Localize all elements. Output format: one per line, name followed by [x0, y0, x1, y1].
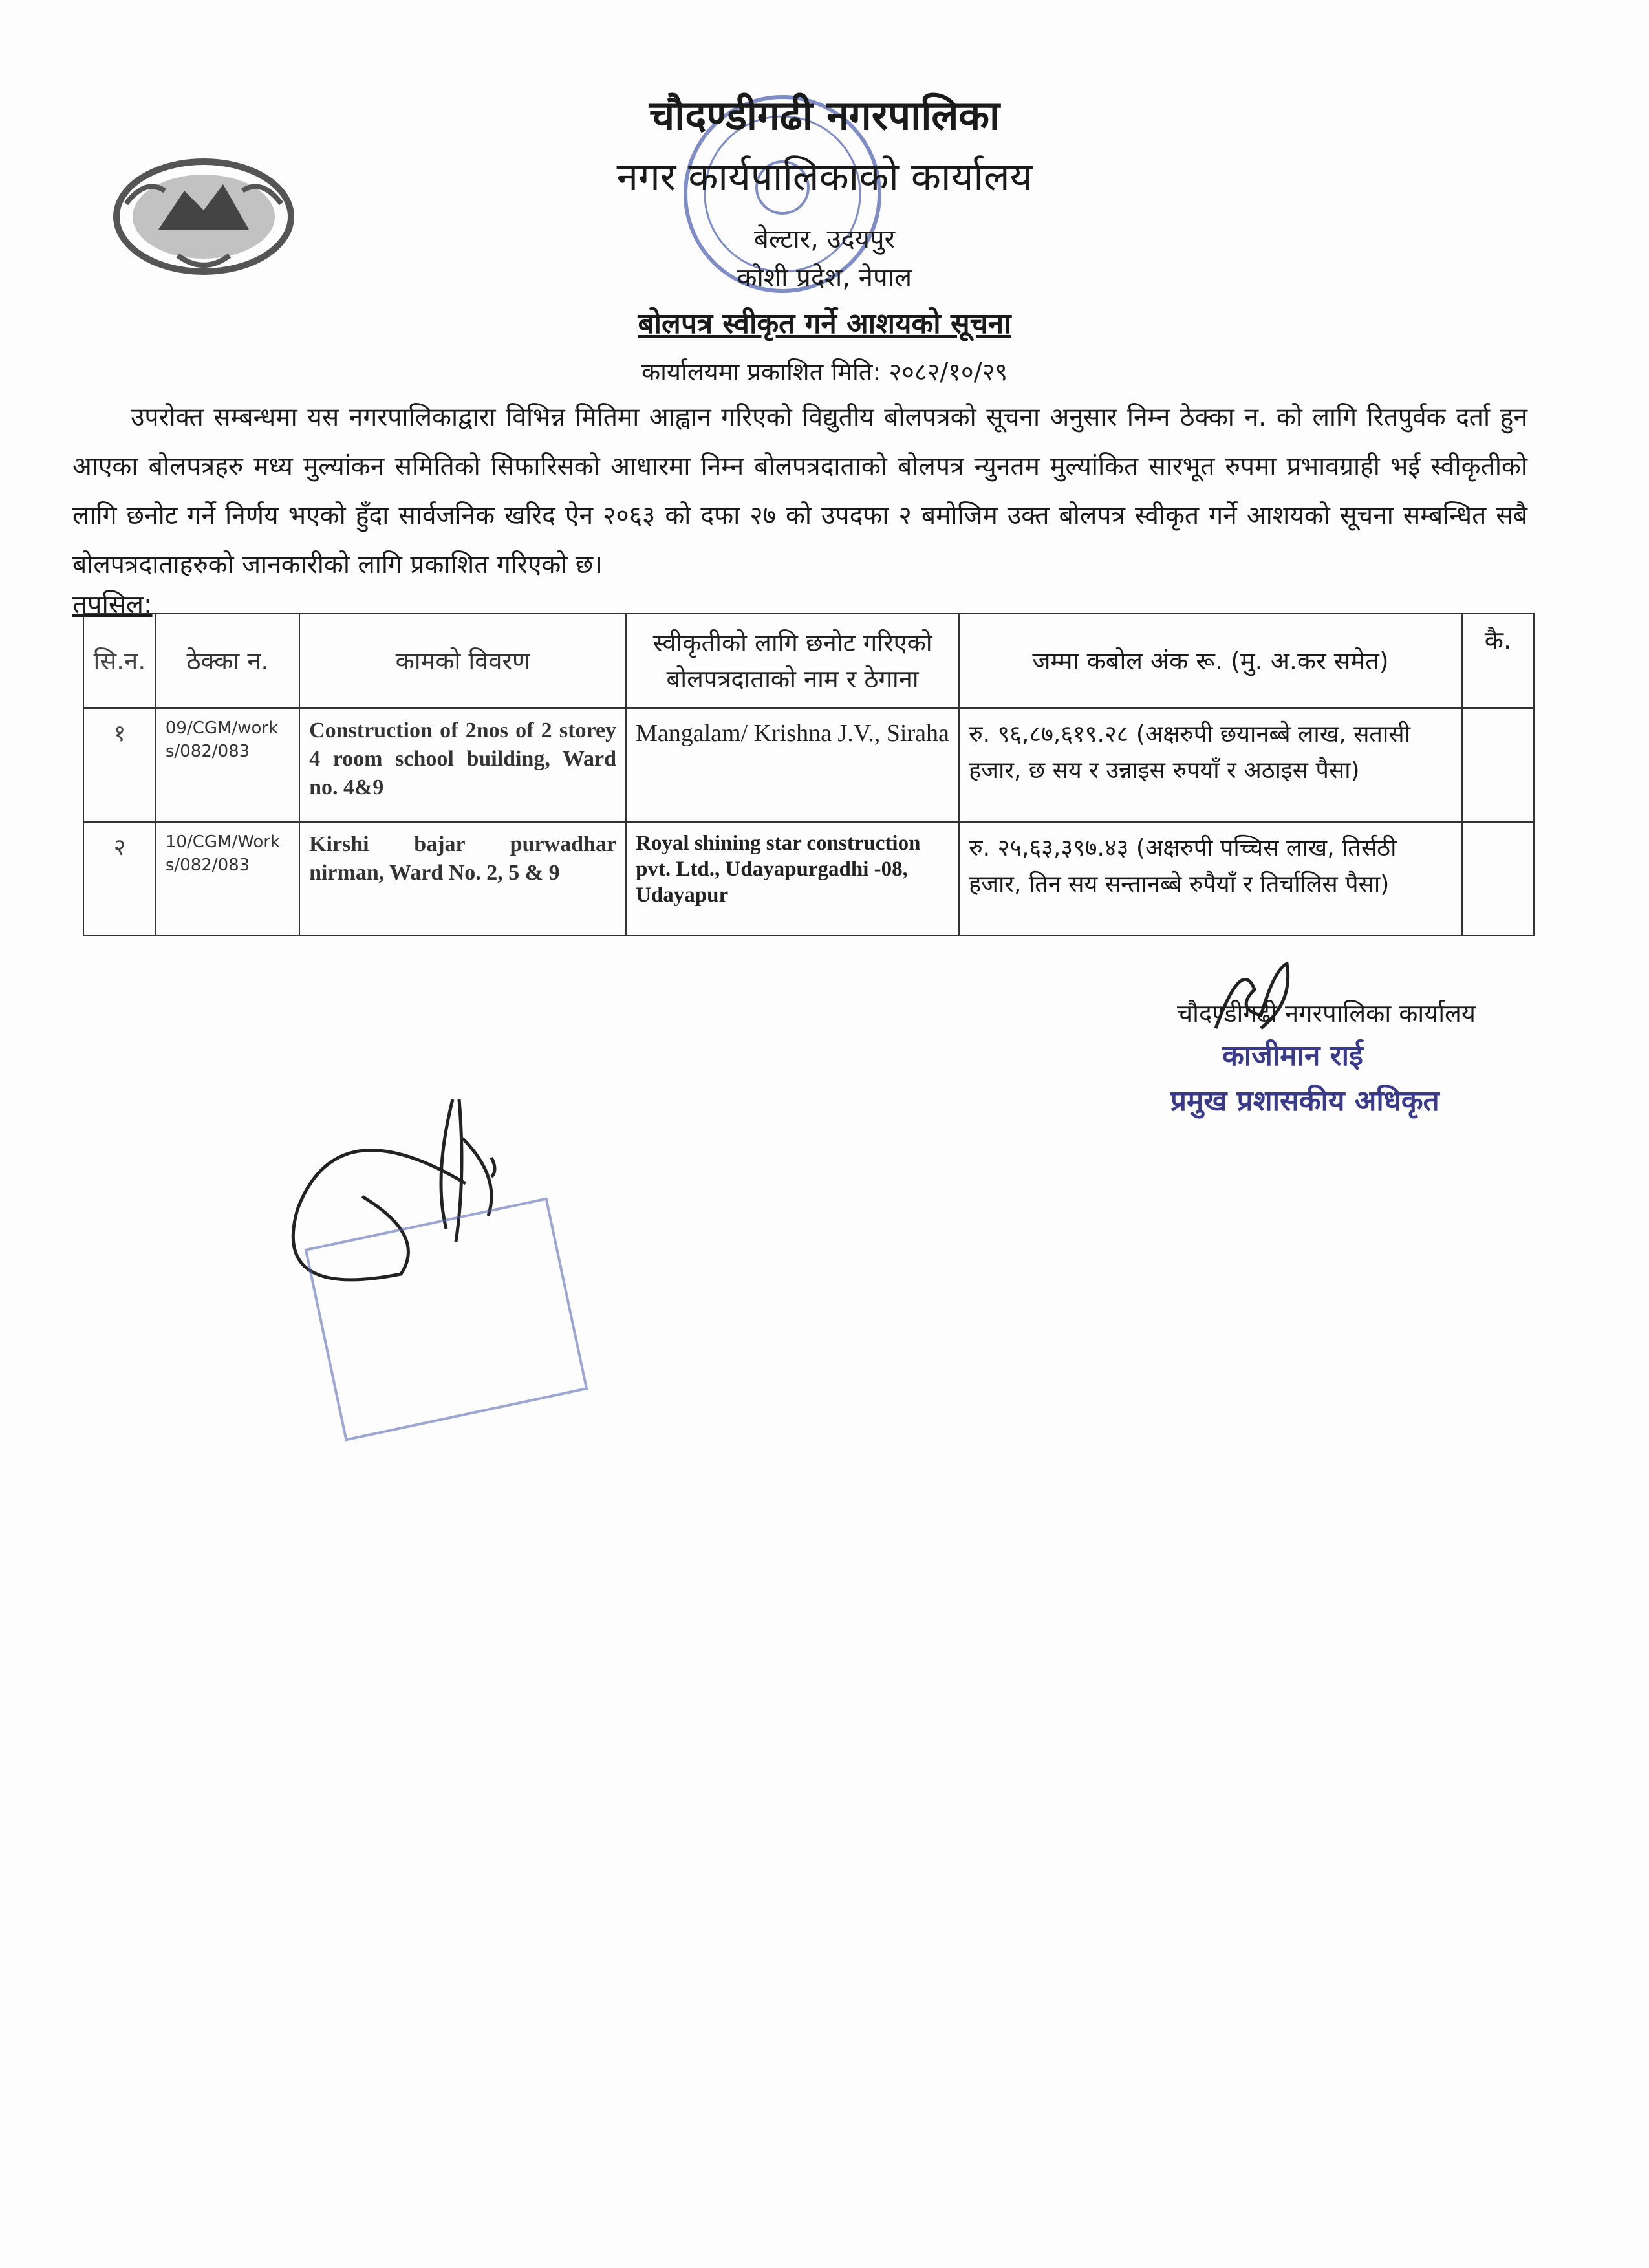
table-row: [83, 822, 1534, 936]
row-amount: रु. २५,६३,३९७.४३ (अक्षरुपी पच्चिस लाख, तिर्सठी हजार, तिन सय सन्तानब्बे रुपैयाँ र तिर्चालिस पैसा): [959, 822, 1462, 936]
municipality-title: चौदण्डीगढी नगरपालिका: [649, 92, 1000, 139]
header-sn: सि.न.: [83, 614, 156, 708]
row-bidder: Mangalam/ Krishna J.V., Siraha: [626, 708, 959, 822]
table-row: [83, 708, 1534, 822]
row-description: Construction of 2nos of 2 storey 4 room school building, Ward no. 4&9: [299, 708, 626, 822]
notice-body: उपरोक्त सम्बन्धमा यस नगरपालिकाद्वारा विभिन्न मितिमा आह्वान गरिएको विद्युतीय बोलपत्रको सूचना अनुसार निम्न ठेक्का न. को लागि रितपुर्वक दर्ता हुन आएका बोलपत्रहरु मध्य मुल्यांकन समितिको सिफारिसको आधारमा निम्न बोलपत्रदाताको बोलपत्र न्युनतम मुल्यांकित सारभूत रुपमा प्रभावग्राही भई स्वीकृतीको लागि छनोट गर्ने निर्णय भएको हुँदा सार्वजनिक खरिद ऐन २०६३ को दफा २७ को उपदफा २ बमोजिम उक्त बोलपत्र स्वीकृत गर्ने आशयको सूचना सम्बन्धित सबै बोलपत्रदाताहरुको जानकारीको लागि प्रकाशित गरिएको छ।: [72, 403, 1527, 579]
table-header-row: [83, 614, 1534, 708]
publish-date: कार्यालयमा प्रकाशित मिति: २०८२/१०/२९: [641, 358, 1008, 386]
engineer-signature: [293, 1099, 495, 1280]
header-remarks: कै.: [1462, 614, 1534, 708]
address-line-1: बेल्टार, उदयपुर: [753, 224, 896, 254]
address-line-2: कोशी प्रदेश, नेपाल: [737, 263, 912, 293]
tapasil-label: तपसिल:: [72, 590, 153, 620]
row-bidder: Royal shining star construction pvt. Ltd., Udayapurgadhi -08, Udayapur: [626, 822, 959, 936]
row-contract-no: 09/CGM/works/082/083: [156, 708, 299, 822]
header-contract-no: ठेक्का न.: [156, 614, 299, 708]
signatory-title: प्रमुख प्रशासकीय अधिकृत: [1170, 1085, 1439, 1118]
header-bidder: स्वीकृतीको लागि छनोट गरिएको बोलपत्रदाताको नाम र ठेगाना: [626, 614, 959, 708]
row-description: Kirshi bajar purwadhar nirman, Ward No. 2, 5 & 9: [299, 822, 626, 936]
signature-office: चौदण्डीगढी नगरपालिका कार्यालय: [1177, 999, 1476, 1028]
row-contract-no: 10/CGM/Works/082/083: [156, 822, 299, 936]
award-table: [83, 613, 1535, 936]
row-remarks: [1462, 822, 1534, 936]
notice-subject: बोलपत्र स्वीकृत गर्ने आशयको सूचना: [638, 307, 1011, 340]
office-title: नगर कार्यपालिकाको कार्यालय: [616, 155, 1033, 200]
engineer-stamp: [306, 1199, 587, 1440]
row-amount: रु. ९६,८७,६१९.२८ (अक्षरुपी छयानब्बे लाख, सतासी हजार, छ सय र उन्नाइस रुपयाँ र अठाइस पैसा): [959, 708, 1462, 822]
row-sn: १: [83, 708, 156, 822]
signatory-name: काजीमान राई: [1222, 1039, 1363, 1072]
row-remarks: [1462, 708, 1534, 822]
row-sn: २: [83, 822, 156, 936]
header-description: कामको विवरण: [299, 614, 626, 708]
header-amount: जम्मा कबोल अंक रू. (मु. अ.कर समेत): [959, 614, 1462, 708]
